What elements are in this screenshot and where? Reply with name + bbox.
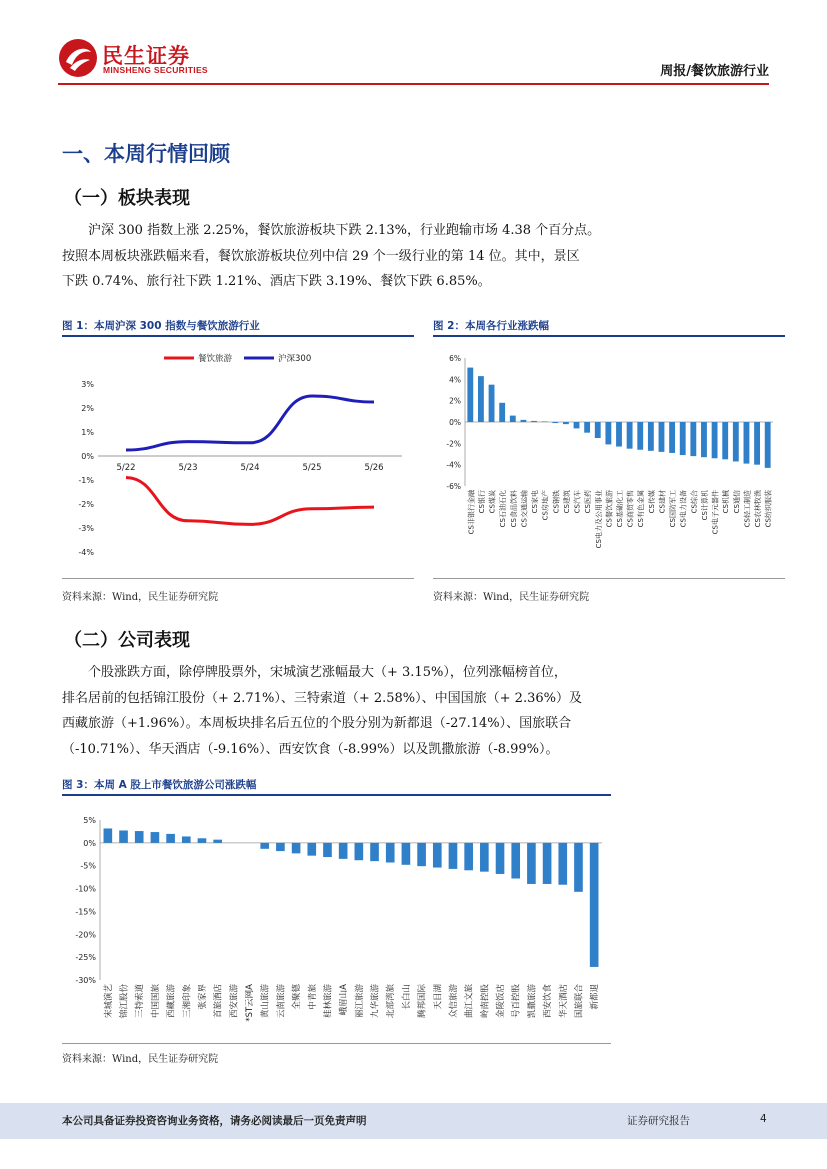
fig3-title: 图 3：本周 A 股上市餐饮旅游公司涨跌幅 (62, 779, 257, 791)
bar (563, 422, 569, 424)
subsection-title-sector: （一）板块表现 (64, 188, 190, 209)
company-paragraph (62, 660, 622, 762)
bar (480, 843, 489, 872)
bar (552, 422, 558, 423)
category-label: CS商贸零售 (626, 490, 635, 528)
y-tick-label: -20% (75, 930, 96, 940)
y-tick-label: 1% (81, 428, 94, 437)
category-label: 腾邦国际 (417, 984, 428, 1019)
category-label: CS煤炭 (488, 490, 497, 514)
bar (417, 843, 426, 866)
bar (510, 416, 516, 422)
bar (584, 422, 590, 433)
y-tick-label: -2% (446, 439, 461, 449)
para-line: 个股涨跌方面，除停牌股票外，宋城演艺涨幅最大（+ 3.15%），位列涨幅榜首位， (88, 665, 567, 680)
bar (292, 843, 301, 854)
y-tick-label: -30% (75, 976, 96, 985)
fig1-top-rule (62, 335, 414, 337)
series-line (126, 396, 374, 450)
legend-label: 餐饮旅游 (198, 354, 233, 364)
bar (213, 840, 222, 843)
category-label: CS通信 (732, 490, 741, 514)
y-tick-label: -4% (78, 548, 94, 557)
bar (527, 843, 536, 884)
bar (542, 421, 548, 422)
category-label: 新都退 (590, 984, 601, 1010)
y-tick-label: -25% (75, 953, 96, 963)
category-label: 众信旅游 (448, 984, 459, 1019)
fig1-bottom-rule (62, 578, 414, 579)
bar (135, 831, 144, 843)
bar (386, 843, 395, 863)
y-tick-label: -3% (78, 524, 94, 533)
bar (616, 422, 622, 447)
category-label: CS房地产 (541, 490, 550, 521)
sector-paragraph (62, 218, 622, 295)
page-number: 4 (760, 1113, 767, 1125)
fig3-top-rule (62, 794, 611, 796)
y-tick-label: 0% (449, 418, 461, 427)
bar (754, 422, 760, 465)
category-label: CS农林牧渔 (754, 490, 763, 528)
category-label: 三湘印象 (182, 984, 193, 1019)
bar (659, 422, 665, 452)
category-label: *ST云网A (245, 984, 256, 1022)
fig2-title: 图 2：本周各行业涨跌幅 (433, 320, 549, 332)
category-label: 国旅联合 (574, 984, 585, 1019)
y-tick-label: -2% (78, 500, 94, 509)
category-label: 西安旅游 (229, 984, 240, 1019)
fig2-source: 资料来源：Wind，民生证券研究院 (433, 592, 590, 603)
bar (323, 843, 332, 857)
category-label: CS纺织服装 (764, 490, 773, 528)
y-tick-label: 4% (449, 375, 461, 385)
y-tick-label: 5% (83, 816, 96, 825)
subsection-title-company: （二）公司表现 (64, 630, 190, 651)
bar (260, 843, 269, 849)
y-tick-label: -4% (446, 460, 461, 470)
bar (744, 422, 750, 464)
bar (511, 843, 520, 879)
bar (478, 376, 484, 422)
category-label: CS交通运输 (520, 490, 529, 528)
header-divider (58, 83, 769, 85)
category-label: CS食品饮料 (509, 490, 518, 528)
y-tick-label: -5% (80, 861, 96, 871)
bar (680, 422, 686, 455)
category-label: 西安饮食 (543, 984, 554, 1019)
category-label: 曲江文旅 (464, 984, 475, 1019)
fig2-bottom-rule (433, 578, 785, 579)
series-line (126, 478, 374, 525)
category-label: CS电力设备 (679, 490, 688, 528)
logo-text-en: MINSHENG SECURITIES (103, 65, 208, 75)
category-label: 锦江股份 (119, 984, 130, 1019)
para-line: 下跌 0.74%、旅行社下跌 1.21%、酒店下跌 3.19%、餐饮下跌 6.85%。 (62, 274, 491, 289)
footer-report-label: 证券研究报告 (627, 1115, 690, 1127)
logo-text-cn: 民生证券 (102, 44, 190, 68)
category-label: CS医药 (584, 490, 593, 514)
bar (402, 843, 411, 865)
category-label: CS汽车 (573, 490, 582, 514)
category-label: 天目湖 (433, 984, 444, 1010)
category-label: 丽江旅游 (354, 984, 365, 1019)
category-label: CS石油石化 (499, 490, 508, 528)
category-label: CS非银行金融 (467, 490, 476, 535)
bar (590, 843, 599, 967)
fig2-bar-chart (433, 340, 785, 575)
bar (558, 843, 567, 885)
bar (464, 843, 473, 870)
bar (307, 843, 316, 856)
fig1-title: 图 1：本周沪深 300 指数与餐饮旅游行业 (62, 320, 260, 332)
category-label: 岭南控股 (480, 984, 491, 1019)
bar (370, 843, 379, 861)
category-label: CS轻工制造 (743, 490, 752, 528)
bar (166, 834, 175, 843)
bar (104, 828, 113, 842)
y-tick-label: 3% (81, 380, 94, 389)
fig1-line-chart (62, 340, 414, 575)
category-label: CS机械 (722, 490, 731, 514)
x-tick-label: 5/22 (116, 463, 136, 473)
bar (489, 385, 495, 422)
category-label: 张家界 (197, 984, 208, 1010)
bar (433, 843, 442, 868)
bar (119, 830, 128, 842)
fig2-top-rule (433, 335, 785, 337)
report-type: 周报/餐饮旅游行业 (660, 64, 769, 79)
category-label: 号百控股 (511, 984, 522, 1019)
y-tick-label: -10% (75, 884, 96, 894)
category-label: CS建筑 (562, 490, 571, 514)
category-label: CS综合 (690, 490, 699, 514)
bar (765, 422, 771, 468)
bar (182, 836, 191, 842)
bar (496, 843, 505, 874)
para-line: （-10.71%）、华天酒店（-9.16%）、西安饮食（-8.99%）以及凯撒旅游（-8.99%）。 (62, 741, 559, 757)
category-label: 中国国旅 (150, 984, 161, 1019)
category-label: CS建材 (658, 490, 667, 514)
minsheng-logo-icon (58, 38, 98, 78)
bar (605, 422, 611, 444)
bar (531, 421, 537, 422)
category-label: CS电子元器件 (711, 490, 720, 535)
bar (151, 832, 160, 843)
x-tick-label: 5/23 (178, 463, 198, 473)
category-label: 首旅酒店 (213, 984, 224, 1019)
para-line: 排名居前的包括锦江股份（+ 2.71%）、三特索道（+ 2.58%）、中国国旅（+ 2.36%）及 (62, 690, 582, 706)
x-tick-label: 5/24 (240, 463, 260, 473)
bar (712, 422, 718, 458)
y-tick-label: 2% (81, 404, 94, 413)
category-label: CS餐饮旅游 (605, 490, 614, 528)
category-label: CS钢铁 (552, 490, 561, 514)
para-line: 西藏旅游（+1.96%）。本周板块排名后五位的个股分别为新都退（-27.14%）、国旅联合 (62, 716, 572, 731)
category-label: 桂林旅游 (323, 984, 334, 1019)
category-label: CS基础化工 (616, 490, 624, 528)
category-label: CS传媒 (647, 490, 656, 514)
category-label: 中青旅 (307, 984, 318, 1010)
section-title: 一、本周行情回顾 (62, 142, 230, 166)
fig3-bottom-rule (62, 1043, 611, 1044)
category-label: CS国防军工 (669, 490, 678, 528)
fig3-source: 资料来源：Wind，民生证券研究院 (62, 1054, 219, 1065)
bar (198, 838, 207, 843)
category-label: 西藏旅游 (166, 984, 177, 1019)
bar (355, 843, 364, 860)
bar (499, 403, 505, 422)
category-label: CS家电 (531, 490, 540, 514)
category-label: 全聚德 (292, 984, 303, 1010)
category-label: 三特索道 (135, 984, 146, 1019)
fig1-source: 资料来源：Wind，民生证券研究院 (62, 592, 219, 603)
category-label: CS银行 (477, 490, 486, 514)
category-label: 九华旅游 (370, 984, 381, 1019)
bar (449, 843, 458, 869)
category-label: 长白山 (401, 984, 412, 1010)
category-label: 华天酒店 (558, 984, 569, 1019)
bar (467, 368, 473, 422)
category-label: 金陵饭店 (496, 984, 507, 1019)
y-tick-label: -6% (446, 482, 461, 491)
category-label: 凯撒旅游 (527, 984, 538, 1019)
bar (722, 422, 728, 459)
bar (648, 422, 654, 451)
bar (339, 843, 348, 859)
y-tick-label: 6% (449, 354, 461, 363)
bar (276, 843, 285, 851)
category-label: 云南旅游 (276, 984, 287, 1019)
bar (543, 843, 552, 884)
bar (574, 843, 583, 892)
bar (520, 420, 526, 422)
bar (669, 422, 675, 453)
company-logo (58, 38, 218, 80)
category-label: 峨眉山A (339, 984, 350, 1016)
bar (637, 422, 643, 450)
y-tick-label: -1% (78, 476, 94, 485)
y-tick-label: -15% (75, 907, 96, 917)
category-label: CS计算机 (700, 490, 709, 521)
x-tick-label: 5/26 (364, 463, 384, 473)
footer-disclaimer: 本公司具备证券投资咨询业务资格，请务必阅读最后一页免责声明 (62, 1115, 367, 1127)
para-line: 沪深 300 指数上涨 2.25%，餐饮旅游板块下跌 2.13%，行业跑输市场 4.38 个百分点。 (88, 223, 601, 238)
bar (595, 422, 601, 438)
bar (701, 422, 707, 457)
para-line: 按照本周板块涨跌幅来看，餐饮旅游板块位列中信 29 个一级行业的第 14 位。其中，景区 (62, 248, 580, 264)
category-label: 宋城演艺 (103, 984, 114, 1019)
y-tick-label: 0% (81, 452, 94, 461)
category-label: CS有色金属 (637, 490, 646, 528)
category-label: 黄山旅游 (260, 984, 271, 1019)
category-label: 北部湾旅 (386, 984, 397, 1019)
bar (627, 422, 633, 449)
fig3-bar-chart (62, 800, 611, 1040)
x-tick-label: 5/25 (302, 463, 322, 473)
legend-label: 沪深300 (278, 354, 312, 364)
y-tick-label: 0% (83, 838, 96, 848)
category-label: CS电力及公用事业 (594, 490, 603, 549)
bar (690, 422, 696, 456)
bar (574, 422, 580, 428)
bar (733, 422, 739, 461)
page-footer (0, 1103, 827, 1139)
y-tick-label: 2% (449, 396, 461, 406)
